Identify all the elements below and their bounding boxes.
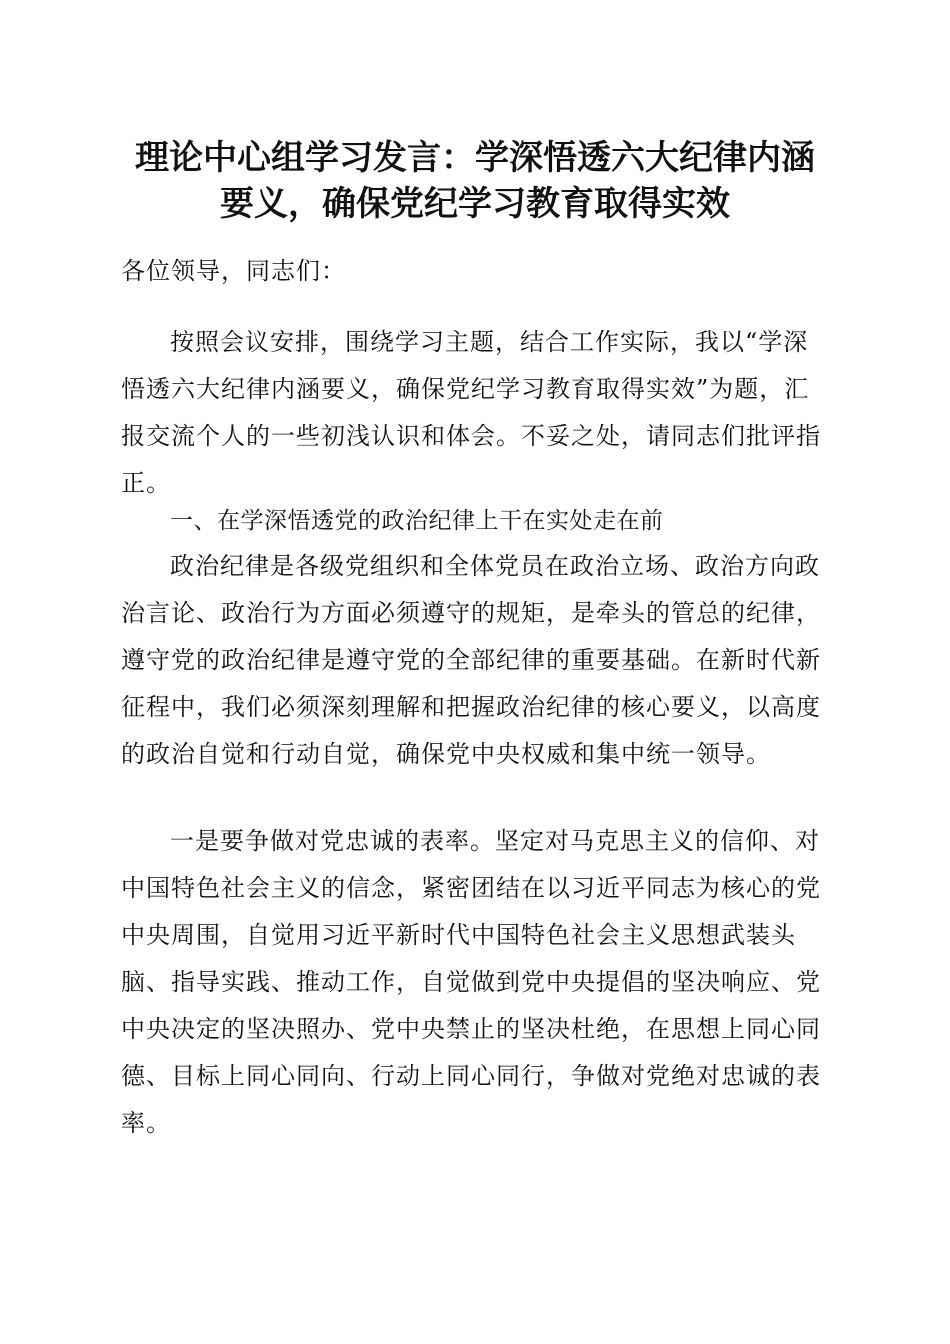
- document-title-line-2: 要义，确保党纪学习教育取得实效: [220, 184, 730, 224]
- salutation: 各位领导，同志们：: [121, 257, 346, 285]
- paragraph-lead-phrase: 一是要争做对党忠诚的表率。: [170, 827, 495, 855]
- paragraph-loyalty: [121, 818, 831, 1147]
- paragraph-intro: 按照会议安排，围绕学习主题，结合工作实际，我以“学深悟透六大纪律内涵要义，确保党纪学习教育取得实效”为题，汇报交流个人的一些初浅认识和体会。不妥之处，请同志们批评指正。: [121, 328, 821, 497]
- section-heading-1: 一、在学深悟透党的政治纪律上干在实处走在前: [170, 508, 664, 534]
- paragraph-body-text: 坚定对马克思主义的信仰、对中国特色社会主义的信念，紧密团结在以习近平同志为核心的党中央周围，自觉用习近平新时代中国特色社会主义思想武装头脑、指导实践、推动工作，自觉做到党中央提倡的坚决响应、党中央决定的坚决照办、党中央禁止的坚决杜绝，在思想上同心同德、目标上同心同向、行动上同心同行，争做对党绝对忠诚的表率。: [121, 827, 821, 1137]
- paragraph-political-discipline: 政治纪律是各级党组织和全体党员在政治立场、政治方向政治言论、政治行为方面必须遵守的规矩，是牵头的管总的纪律，遵守党的政治纪律是遵守党的全部纪律的重要基础。在新时代新征程中，我们必须深刻理解和把握政治纪律的核心要义，以高度的政治自觉和行动自觉，确保党中央权威和集中统一领导。: [121, 552, 821, 768]
- document-title-line-1: 理论中心组学习发言：学深悟透六大纪律内涵: [135, 138, 815, 178]
